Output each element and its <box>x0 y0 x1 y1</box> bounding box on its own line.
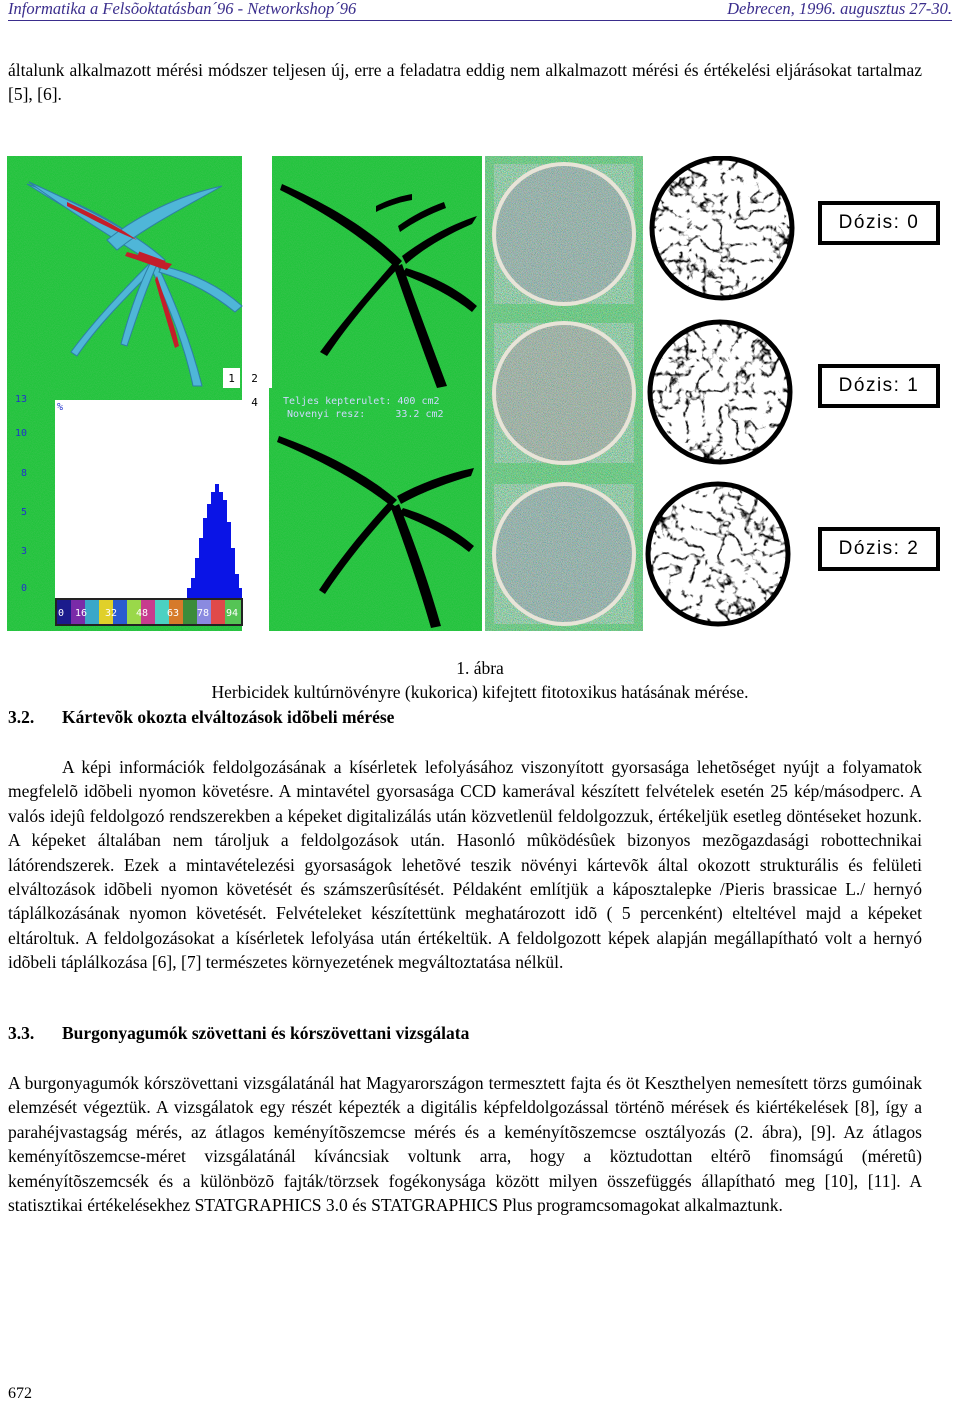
section-3-2-paragraph: A képi információk feldolgozásának a kísérletek lefolyásához viszonyított gyorsasága lehetõséget nyújt a folyamatok megfelelõ idõbeli nyomon követésre. A mintavétel gyorsasága CCD kamerával készített felvételek esetén 25 kép/másodperc. A valós idejû feldolgozó rendszerekben a képeket digitalizálás után közvetlenül feldolgozzuk, értékeljük esetleg döntéseket hozunk. A képeket általában nem tároljuk a feldolgozások után. Hasonló mûködésûek bizonyos mezõgazdasági robottechnikai látórendszerek. Ezek a mintavételezési gyorsaságok lehetõvé teszik növényi kártevõk által okozott strukturális és felületi elváltozások idõbeli nyomon követését és számszerûsítését. Példaként említjük a káposztalepke /Pieris brassicae L./ hernyó táplálkozásának nyomon követését. Felvételeket készítettünk meghatározott idõ ( 5 percenként) elteltével majd a képeket eltároltuk. A feldolgozásokat a kísérletek lefolyása után értékeltük. A feldolgozott képek alapján megállapítható volt a hernyó idõbeli táplálkozása [6], [7] természetes környezetének megváltoztatása nélkül. <box>8 757 922 973</box>
leaf-measure-panel <box>269 388 482 631</box>
hist-ytick-8: 8 <box>21 468 28 479</box>
hist-xtick-94: 94 <box>226 608 239 619</box>
quadrant-label-1: 1 <box>228 372 235 385</box>
soil-color-dose-0 <box>494 164 634 304</box>
header-rule <box>8 20 952 21</box>
leaf-binary-panel <box>272 156 482 388</box>
hist-ytick-13: 13 <box>15 394 28 405</box>
hist-ytick-5: 5 <box>21 507 28 518</box>
dose-label-0: Dózis: 0 <box>818 201 940 245</box>
page-number: 672 <box>8 1385 32 1402</box>
hist-xtick-48: 48 <box>136 608 149 619</box>
figure-1 <box>7 156 960 631</box>
section-number: 3.3. <box>8 1023 35 1043</box>
soil-color-column <box>485 156 643 631</box>
figure-caption-number: 1. ábra <box>456 658 504 678</box>
soil-binary-dose-0 <box>652 158 792 298</box>
leaf-color-panel <box>7 156 242 388</box>
section-heading-3-3 <box>8 1021 469 1045</box>
hist-ytick-0: 0 <box>21 583 28 594</box>
hist-xtick-63: 63 <box>167 608 180 619</box>
section-title: Kártevõk okozta elváltozások idõbeli mérése <box>62 707 395 727</box>
hist-xtick-78: 78 <box>197 608 210 619</box>
hist-xtick-32: 32 <box>105 608 118 619</box>
header-right: Debrecen, 1996. augusztus 27-30. <box>727 0 952 18</box>
header-left: Informatika a Felsõoktatásban´96 - Networkshop´96 <box>8 0 357 18</box>
hist-xtick-0: 0 <box>58 608 65 619</box>
intro-paragraph: általunk alkalmazott mérési módszer teljesen új, erre a feladatra eddig nem alkalmazott mérési és értékelési eljárásokat tartalmaz [5], [6]. <box>8 60 922 105</box>
figure-caption-text: Herbicidek kultúrnövényre (kukorica) kifejtett fitotoxikus hatásának mérése. <box>211 682 749 702</box>
section-title: Burgonyagumók szövettani és kórszövettani vizsgálata <box>62 1023 470 1043</box>
section-3-3-paragraph: A burgonyagumók kórszövettani vizsgálatánál hat Magyarországon termesztett fajta és öt Keszthelyen nemesített törzs gumóinak elemzését végeztük. A vizsgálatok egy részét képezték a digitális képfeldolgozással történõ mérések és kiértékelések [8], így a parahéjvastagság mérés, az átlagos keményítõszemcse mérés és a keményítõszemcse osztályozás (2. ábra), [9]. Az átlagos keményítõszemcse-méret vizsgálatánál kíváncsiak voltunk arra, hogy a köztudottan eltérõ finomságú (méretû) keményítõszemcsék és a különbözõ fajták/törzsek fogékonysága között milyen összefüggés állapítható meg [10], [11]. A statisztikai értékelésekhez STATGRAPHICS 3.0 és STATGRAPHICS Plus programcsomagokat alkalmaztunk. <box>8 1073 922 1216</box>
measure-plant-area: Novenyi resz: 33.2 cm2 <box>287 409 444 420</box>
running-header <box>8 0 952 22</box>
measure-total-area: Teljes kepterulet: 400 cm2 <box>283 396 440 407</box>
section-heading-3-2 <box>8 705 394 729</box>
histogram-panel <box>7 388 243 631</box>
hist-yunit: % <box>57 402 64 413</box>
quadrant-label-2: 2 <box>251 372 258 385</box>
hist-ytick-10: 10 <box>15 428 28 439</box>
section-number: 3.2. <box>8 707 35 727</box>
quadrant-label-4: 4 <box>251 396 258 409</box>
soil-binary-dose-1 <box>650 322 790 462</box>
soil-color-dose-1 <box>494 323 634 463</box>
soil-color-dose-2 <box>494 484 634 624</box>
hist-ytick-3: 3 <box>21 546 28 557</box>
dose-label-1: Dózis: 1 <box>818 364 940 408</box>
hist-xtick-16: 16 <box>75 608 88 619</box>
dose-label-2: Dózis: 2 <box>818 527 940 571</box>
